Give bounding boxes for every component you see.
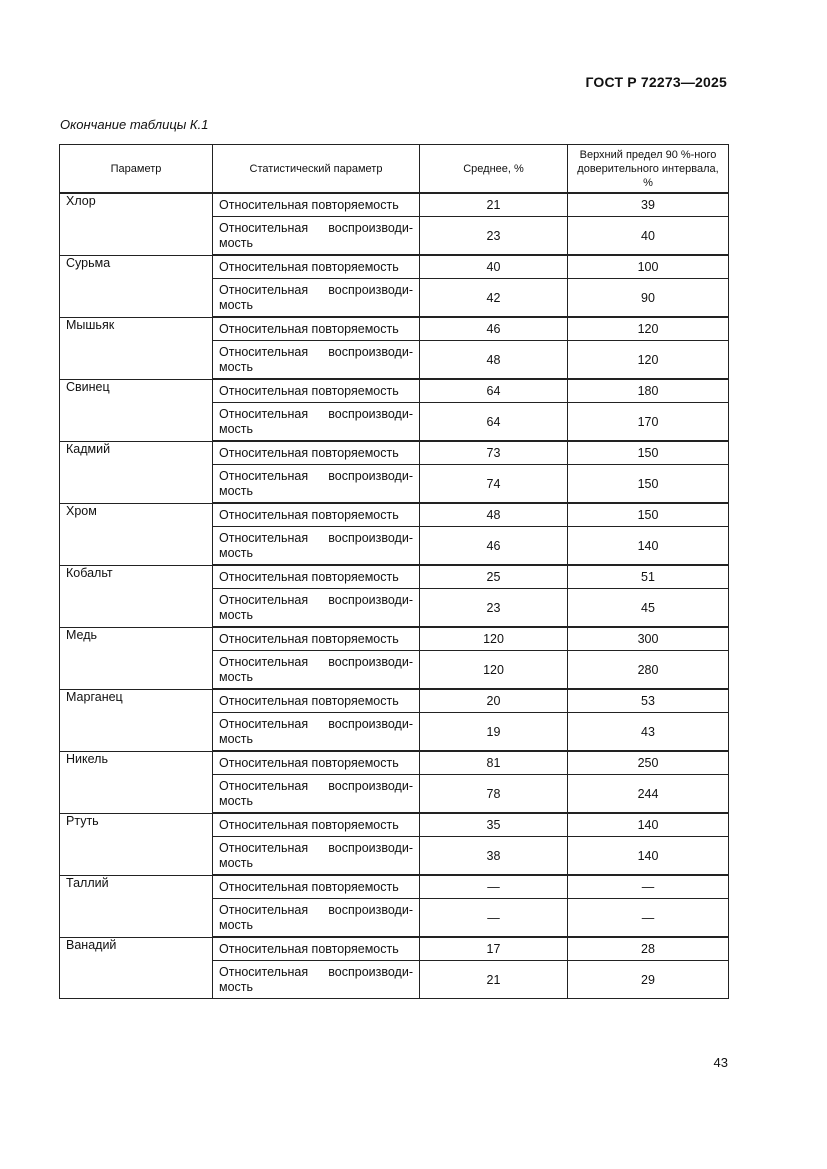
reproducibility-label-line2: мость bbox=[219, 483, 254, 498]
repeatability-upper-cell: 180 bbox=[568, 379, 729, 403]
table-row bbox=[60, 937, 729, 961]
reproducibility-upper-cell: 40 bbox=[568, 217, 729, 256]
column-header-mean: Среднее, % bbox=[420, 145, 568, 194]
reproducibility-upper-cell: — bbox=[568, 899, 729, 938]
reproducibility-label-cell bbox=[213, 837, 420, 876]
repeatability-mean-cell: 73 bbox=[420, 441, 568, 465]
repeatability-mean-cell: 81 bbox=[420, 751, 568, 775]
reproducibility-label-line1: Относительная воспроизводи- bbox=[219, 778, 413, 793]
repeatability-mean-cell: 17 bbox=[420, 937, 568, 961]
reproducibility-label-cell bbox=[213, 527, 420, 566]
repeatability-mean-cell: 40 bbox=[420, 255, 568, 279]
repeatability-upper-cell: 150 bbox=[568, 441, 729, 465]
reproducibility-mean-cell: 120 bbox=[420, 651, 568, 690]
page-number: 43 bbox=[713, 1055, 728, 1070]
repeatability-mean-cell: 64 bbox=[420, 379, 568, 403]
reproducibility-label-cell bbox=[213, 651, 420, 690]
reproducibility-label-line2: мость bbox=[219, 793, 254, 808]
reproducibility-mean-cell: 48 bbox=[420, 341, 568, 380]
reproducibility-label-cell bbox=[213, 341, 420, 380]
reproducibility-label-line2: мость bbox=[219, 359, 254, 374]
repeatability-label-cell: Относительная повторяемость bbox=[213, 317, 420, 341]
reproducibility-mean-cell: 74 bbox=[420, 465, 568, 504]
repeatability-label-cell: Относительная повторяемость bbox=[213, 627, 420, 651]
reproducibility-label-line2: мость bbox=[219, 421, 254, 436]
table-row bbox=[60, 441, 729, 465]
reproducibility-mean-cell: — bbox=[420, 899, 568, 938]
reproducibility-upper-cell: 140 bbox=[568, 837, 729, 876]
element-name-cell: Хром bbox=[60, 503, 213, 565]
reproducibility-label-cell bbox=[213, 465, 420, 504]
reproducibility-label-line2: мость bbox=[219, 607, 254, 622]
table-row bbox=[60, 875, 729, 899]
table-row bbox=[60, 565, 729, 589]
element-name-cell: Ртуть bbox=[60, 813, 213, 875]
reproducibility-mean-cell: 64 bbox=[420, 403, 568, 442]
table-body bbox=[60, 193, 729, 999]
reproducibility-label-line1: Относительная воспроизводи- bbox=[219, 840, 413, 855]
repeatability-label-cell: Относительная повторяемость bbox=[213, 751, 420, 775]
repeatability-upper-cell: 300 bbox=[568, 627, 729, 651]
repeatability-upper-cell: 150 bbox=[568, 503, 729, 527]
repeatability-upper-cell: 53 bbox=[568, 689, 729, 713]
repeatability-upper-cell: — bbox=[568, 875, 729, 899]
table-caption: Окончание таблицы К.1 bbox=[60, 117, 209, 132]
repeatability-label-cell: Относительная повторяемость bbox=[213, 255, 420, 279]
repeatability-label-cell: Относительная повторяемость bbox=[213, 441, 420, 465]
reproducibility-label-cell bbox=[213, 899, 420, 938]
repeatability-label-cell: Относительная повторяемость bbox=[213, 875, 420, 899]
element-name-cell: Марганец bbox=[60, 689, 213, 751]
repeatability-mean-cell: 25 bbox=[420, 565, 568, 589]
column-header-parameter: Параметр bbox=[60, 145, 213, 194]
reproducibility-label-line1: Относительная воспроизводи- bbox=[219, 964, 413, 979]
reproducibility-label-line1: Относительная воспроизводи- bbox=[219, 344, 413, 359]
column-header-upper-limit: Верхний предел 90 %-ного доверительного интервала, % bbox=[568, 145, 729, 194]
reproducibility-upper-cell: 140 bbox=[568, 527, 729, 566]
table-row bbox=[60, 317, 729, 341]
reproducibility-upper-cell: 150 bbox=[568, 465, 729, 504]
repeatability-mean-cell: 46 bbox=[420, 317, 568, 341]
table-row bbox=[60, 751, 729, 775]
reproducibility-label-line2: мость bbox=[219, 669, 254, 684]
element-name-cell: Никель bbox=[60, 751, 213, 813]
element-name-cell: Кобальт bbox=[60, 565, 213, 627]
table-row bbox=[60, 627, 729, 651]
table-row bbox=[60, 813, 729, 837]
reproducibility-label-line2: мость bbox=[219, 731, 254, 746]
reproducibility-upper-cell: 90 bbox=[568, 279, 729, 318]
reproducibility-label-line1: Относительная воспроизводи- bbox=[219, 468, 413, 483]
reproducibility-label-line1: Относительная воспроизводи- bbox=[219, 530, 413, 545]
reproducibility-label-line1: Относительная воспроизводи- bbox=[219, 592, 413, 607]
table-row bbox=[60, 255, 729, 279]
repeatability-label-cell: Относительная повторяемость bbox=[213, 565, 420, 589]
reproducibility-mean-cell: 23 bbox=[420, 589, 568, 628]
repeatability-label-cell: Относительная повторяемость bbox=[213, 689, 420, 713]
reproducibility-label-cell bbox=[213, 961, 420, 999]
reproducibility-upper-cell: 244 bbox=[568, 775, 729, 814]
reproducibility-label-line2: мость bbox=[219, 979, 254, 994]
reproducibility-mean-cell: 38 bbox=[420, 837, 568, 876]
reproducibility-mean-cell: 42 bbox=[420, 279, 568, 318]
table-row bbox=[60, 193, 729, 217]
data-table bbox=[59, 144, 729, 999]
repeatability-label-cell: Относительная повторяемость bbox=[213, 813, 420, 837]
reproducibility-mean-cell: 46 bbox=[420, 527, 568, 566]
reproducibility-label-line1: Относительная воспроизводи- bbox=[219, 406, 413, 421]
reproducibility-label-cell bbox=[213, 775, 420, 814]
table-row bbox=[60, 689, 729, 713]
repeatability-mean-cell: 120 bbox=[420, 627, 568, 651]
reproducibility-mean-cell: 19 bbox=[420, 713, 568, 752]
reproducibility-upper-cell: 45 bbox=[568, 589, 729, 628]
element-name-cell: Ванадий bbox=[60, 937, 213, 999]
reproducibility-label-line1: Относительная воспроизводи- bbox=[219, 220, 413, 235]
repeatability-upper-cell: 51 bbox=[568, 565, 729, 589]
reproducibility-upper-cell: 120 bbox=[568, 341, 729, 380]
repeatability-upper-cell: 28 bbox=[568, 937, 729, 961]
repeatability-upper-cell: 250 bbox=[568, 751, 729, 775]
repeatability-upper-cell: 140 bbox=[568, 813, 729, 837]
element-name-cell: Таллий bbox=[60, 875, 213, 937]
reproducibility-upper-cell: 280 bbox=[568, 651, 729, 690]
element-name-cell: Хлор bbox=[60, 193, 213, 255]
column-header-statistic: Статистический параметр bbox=[213, 145, 420, 194]
table-row bbox=[60, 503, 729, 527]
element-name-cell: Сурьма bbox=[60, 255, 213, 317]
repeatability-label-cell: Относительная повторяемость bbox=[213, 503, 420, 527]
reproducibility-label-line2: мость bbox=[219, 545, 254, 560]
reproducibility-label-line1: Относительная воспроизводи- bbox=[219, 654, 413, 669]
table-header-row bbox=[60, 145, 729, 194]
reproducibility-label-line2: мость bbox=[219, 917, 254, 932]
reproducibility-label-cell bbox=[213, 217, 420, 256]
repeatability-mean-cell: 20 bbox=[420, 689, 568, 713]
element-name-cell: Кадмий bbox=[60, 441, 213, 503]
repeatability-mean-cell: 48 bbox=[420, 503, 568, 527]
reproducibility-label-line2: мость bbox=[219, 297, 254, 312]
repeatability-label-cell: Относительная повторяемость bbox=[213, 379, 420, 403]
reproducibility-label-cell bbox=[213, 589, 420, 628]
repeatability-label-cell: Относительная повторяемость bbox=[213, 193, 420, 217]
repeatability-mean-cell: 21 bbox=[420, 193, 568, 217]
repeatability-upper-cell: 120 bbox=[568, 317, 729, 341]
reproducibility-label-line2: мость bbox=[219, 855, 254, 870]
element-name-cell: Медь bbox=[60, 627, 213, 689]
reproducibility-label-cell bbox=[213, 403, 420, 442]
repeatability-mean-cell: — bbox=[420, 875, 568, 899]
reproducibility-label-line1: Относительная воспроизводи- bbox=[219, 902, 413, 917]
repeatability-label-cell: Относительная повторяемость bbox=[213, 937, 420, 961]
element-name-cell: Свинец bbox=[60, 379, 213, 441]
reproducibility-label-line1: Относительная воспроизводи- bbox=[219, 716, 413, 731]
reproducibility-label-line2: мость bbox=[219, 235, 254, 250]
standard-code: ГОСТ Р 72273—2025 bbox=[585, 74, 727, 90]
reproducibility-label-cell bbox=[213, 713, 420, 752]
reproducibility-upper-cell: 29 bbox=[568, 961, 729, 999]
repeatability-upper-cell: 100 bbox=[568, 255, 729, 279]
table-row bbox=[60, 379, 729, 403]
reproducibility-upper-cell: 170 bbox=[568, 403, 729, 442]
reproducibility-mean-cell: 21 bbox=[420, 961, 568, 999]
reproducibility-label-line1: Относительная воспроизводи- bbox=[219, 282, 413, 297]
repeatability-upper-cell: 39 bbox=[568, 193, 729, 217]
repeatability-mean-cell: 35 bbox=[420, 813, 568, 837]
reproducibility-label-cell bbox=[213, 279, 420, 318]
reproducibility-mean-cell: 23 bbox=[420, 217, 568, 256]
reproducibility-mean-cell: 78 bbox=[420, 775, 568, 814]
element-name-cell: Мышьяк bbox=[60, 317, 213, 379]
reproducibility-upper-cell: 43 bbox=[568, 713, 729, 752]
